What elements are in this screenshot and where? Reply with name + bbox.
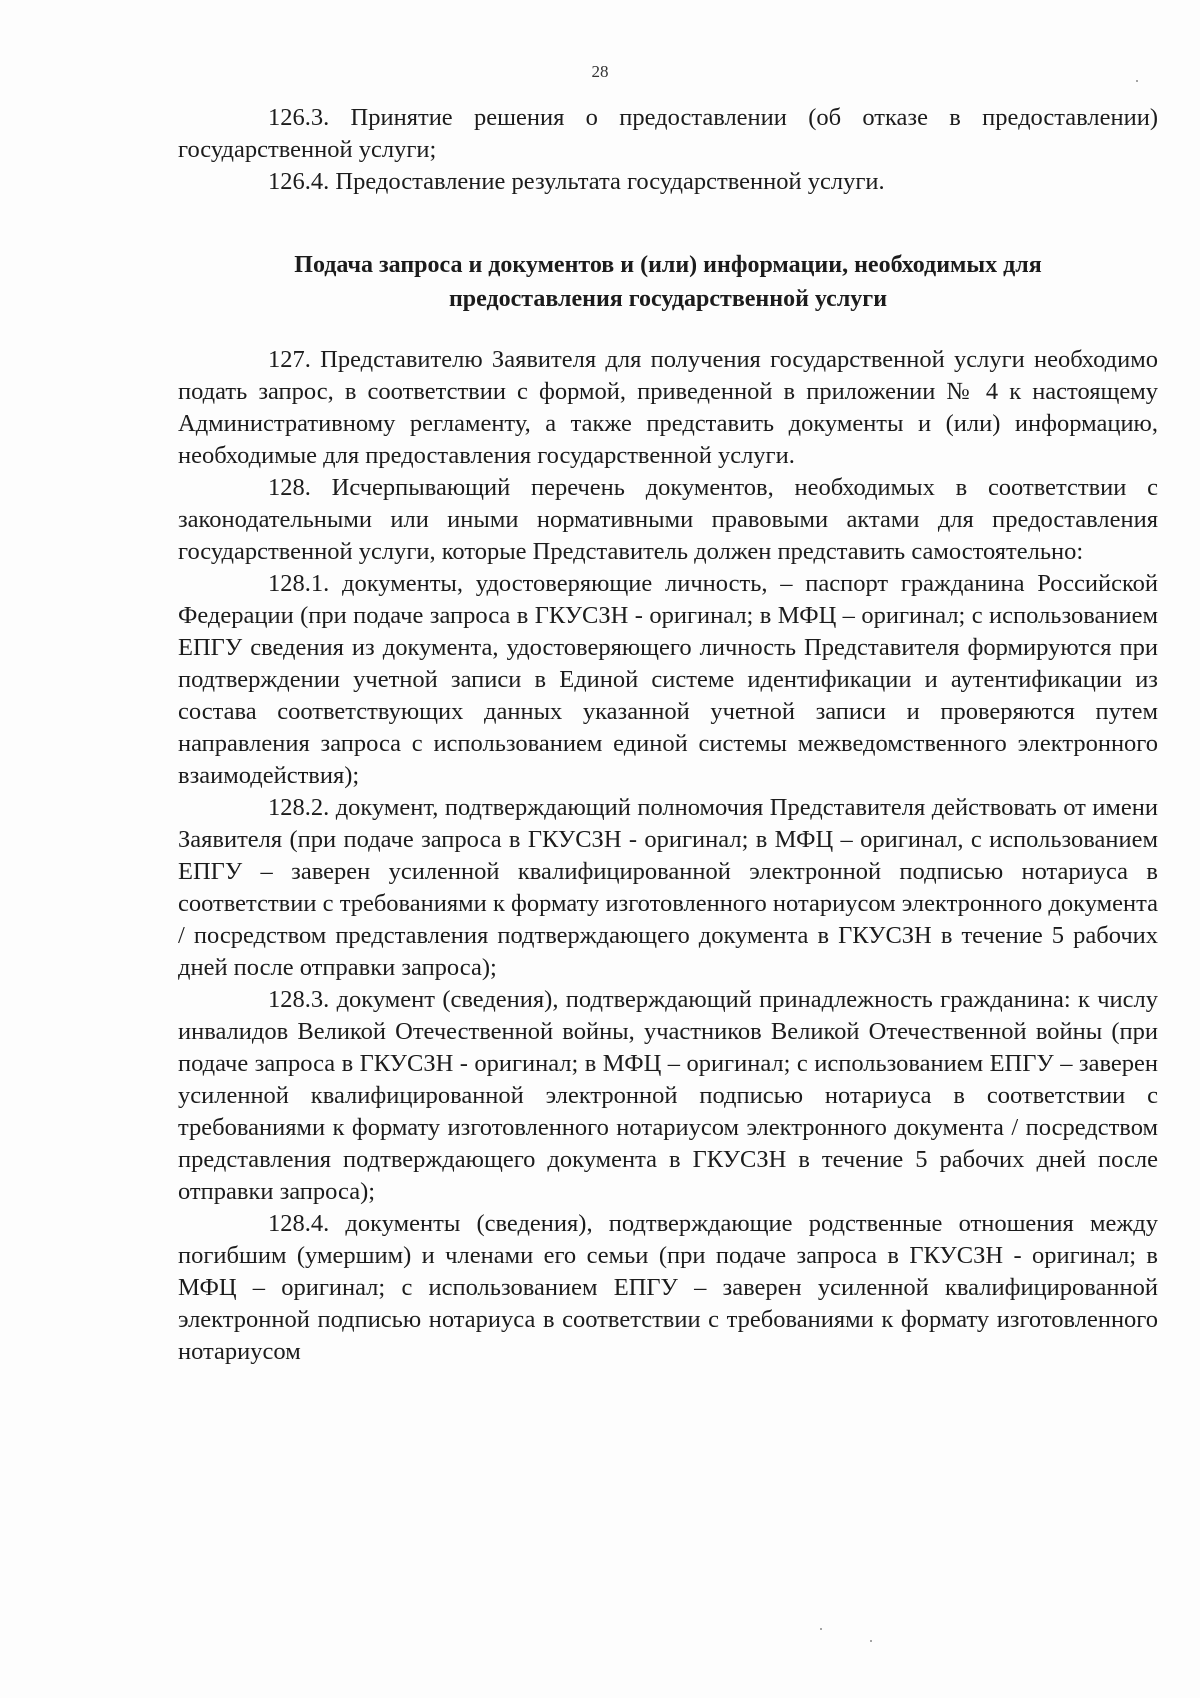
paragraph-126-4: 126.4. Предоставление результата государственной услуги. [268, 168, 885, 195]
paragraph-128-3: 128.3. документ (сведения), подтверждающий принадлежность гражданина: к числу инвалидов Великой Отечественной войны, участников Великой Отечественной войны (при подаче запроса в ГКУСЗН - оригинал; в МФЦ – оригинал; с использованием ЕПГУ – заверен усиленной квалифицированной электронной подписью нотариуса в соответствии с требованиями к формату изготовленного нотариусом электронного документа / посредством представления подтверждающего документа в ГКУСЗН в течение 5 рабочих дней после отправки запроса); [178, 986, 1158, 1205]
paragraph-126-3: 126.3. Принятие решения о предоставлении (об отказе в предоставлении) государственной услуги; [178, 104, 1158, 163]
section-heading: Подача запроса и документов и (или) информации, необходимых для предоставления государственной услуги [294, 252, 1042, 312]
scan-speck [1136, 80, 1138, 82]
paragraph-128: 128. Исчерпывающий перечень документов, необходимых в соответствии с законодательными или иными нормативными правовыми актами для предоставления государственной услуги, которые Представитель должен представить самостоятельно: [178, 474, 1158, 565]
scan-speck [870, 1640, 872, 1642]
paragraph-128-1: 128.1. документы, удостоверяющие личность, – паспорт гражданина Российской Федерации (при подаче запроса в ГКУСЗН - оригинал; в МФЦ – оригинал; с использованием ЕПГУ сведения из документа, удостоверяющего личность Представителя формируются при подтверждении учетной записи в Единой системе идентификации и аутентификации из состава соответствующих данных указанной учетной записи и проверяются путем направления запроса с использованием единой системы межведомственного электронного взаимодействия); [178, 570, 1158, 789]
document-body [178, 102, 1158, 1368]
scan-speck [820, 1628, 822, 1630]
page-number: 28 [591, 62, 609, 81]
paragraph-128-4: 128.4. документы (сведения), подтверждающие родственные отношения между погибшим (умершим) и членами его семьи (при подаче запроса в ГКУСЗН - оригинал; в МФЦ – оригинал; с использованием ЕПГУ – заверен усиленной квалифицированной электронной подписью нотариуса в соответствии с требованиями к формату изготовленного нотариусом [178, 1210, 1158, 1365]
paragraph-128-2: 128.2. документ, подтверждающий полномочия Представителя действовать от имени Заявителя (при подаче запроса в ГКУСЗН - оригинал; в МФЦ – оригинал, с использованием ЕПГУ – заверен усиленной квалифицированной электронной подписью нотариуса в соответствии с требованиями к формату изготовленного нотариусом электронного документа / посредством представления подтверждающего документа в ГКУСЗН в течение 5 рабочих дней после отправки запроса); [178, 794, 1158, 981]
paragraph-127: 127. Представителю Заявителя для получения государственной услуги необходимо подать запрос, в соответствии с формой, приведенной в приложении № 4 к настоящему Административному регламенту, а также представить документы и (или) информацию, необходимые для предоставления государственной услуги. [178, 346, 1158, 469]
